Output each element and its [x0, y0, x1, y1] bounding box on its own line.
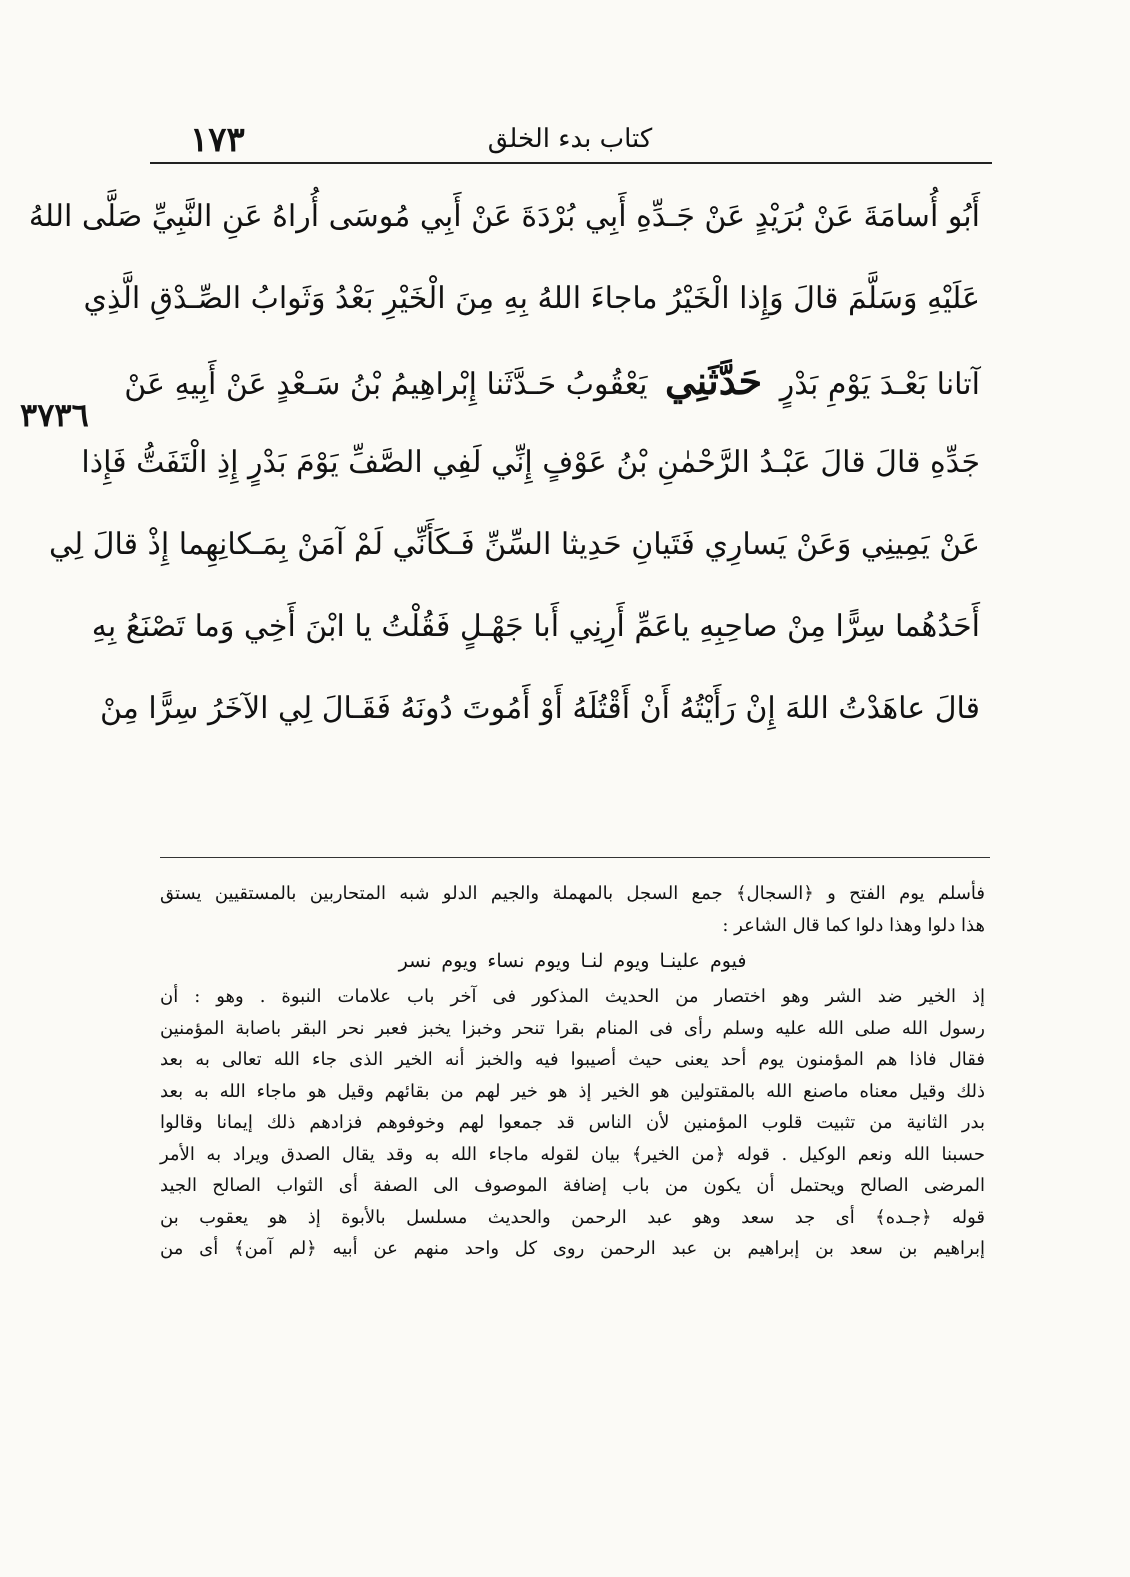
- main-line: أَحَدُهُما سِرًّا مِنْ صاحِبِهِ ياعَمِّ أَرِنِي أَبا جَهْـلٍ فَقُلْتُ يا ابْنَ أَخِي وَما تَصْنَعُ بِهِ: [91, 609, 980, 644]
- hadith-number: ٣٧٣٦: [20, 396, 89, 434]
- commentary-line: قوله ﴿جـده﴾ أى جد سعد وهو عبد الرحمن والحديث مسلسل بالأبوة إذ هو يعقوب بن: [160, 1206, 985, 1228]
- commentary-line: المرضى الصالح ويحتمل أن يكون من باب إضافة الموصوف الى الصفة أى الثواب الصالح الجيد: [160, 1175, 985, 1196]
- commentary-line: فقال فاذا هم المؤمنون يوم أحد يعنى حيث أصيبوا فيه والخبز أنه الخير الذى جاء الله تعالى به بعد: [160, 1049, 985, 1070]
- commentary: [160, 878, 985, 1265]
- page-header: [150, 120, 990, 164]
- commentary-line: إذ الخير ضد الشر وهو اختصار من الحديث المذكور فى آخر باب علامات النبوة . وهو : أن: [160, 986, 985, 1007]
- main-line: [124, 340, 980, 422]
- commentary-line: حسبنا الله ونعم الوكيل . قوله ﴿من الخير﴾ بيان لقوله ماجاء الله به وقد يقال الصدق ويراد به الأمر: [160, 1143, 985, 1165]
- main-line: عَلَيْهِ وَسَلَّمَ قالَ وَإِذا الْخَيْرُ ماجاءَ اللهُ بِهِ مِنَ الْخَيْرِ بَعْدُ وَثَوابُ الصِّـدْقِ الَّذِي: [83, 281, 980, 316]
- main-line: أَبُو أُسامَةَ عَنْ بُرَيْدٍ عَنْ جَـدِّهِ أَبِي بُرْدَةَ عَنْ أَبِي مُوسَى أُراهُ عَنِ النَّبِيِّ صَلَّى اللهُ: [28, 199, 980, 234]
- main-line-part: يَعْقُوبُ حَـدَّثَنا إِبْراهِيمُ بْنُ سَـعْدٍ عَنْ أَبِيهِ عَنْ: [124, 367, 648, 402]
- page-number: ١٧٣: [190, 120, 245, 160]
- footnote-rule: [160, 857, 990, 858]
- main-line: قالَ عاهَدْتُ اللهَ إِنْ رَأَيْتُهُ أَنْ أَقْتُلَهُ أَوْ أَمُوتَ دُونَهُ فَقَـالَ لِي الآخَرُ سِرًّا مِنْ: [99, 691, 980, 726]
- main-line-part: آتانا بَعْـدَ يَوْمِ بَدْرٍ: [779, 367, 980, 402]
- header-rule: [150, 162, 992, 164]
- chapter-title: كتاب بدء الخلق: [487, 124, 653, 154]
- commentary-line: ذلك وقيل معناه ماصنع الله بالمقتولين هو الخير إذ هو خير لهم من بقائهم وقيل هو ماجاء الله به بعد: [160, 1080, 985, 1102]
- main-line: جَدِّهِ قالَ قالَ عَبْـدُ الرَّحْمٰنِ بْنُ عَوْفٍ إِنِّي لَفِي الصَّفِّ يَوْمَ بَدْرٍ إِذِ الْتَفَتُّ فَإِذا: [81, 445, 980, 480]
- commentary-line: إبراهيم بن سعد بن إبراهيم بن عبد الرحمن روى كل واحد منهم عن أبيه ﴿لم آمن﴾ أى من: [160, 1238, 985, 1259]
- main-line: عَنْ يَمِينِي وَعَنْ يَسارِي فَتَيانِ حَدِيثا السِّنِّ فَـكَأَنِّي لَمْ آمَنْ بِمَـكانِهِما إِذْ قالَ لِي: [49, 527, 980, 562]
- commentary-line: رسول الله صلى الله عليه وسلم رأى فى المنام بقرا تنحر وخبزا يخبز فعبر نحر البقر باصابة المؤمنين: [160, 1017, 985, 1039]
- poetry-verse: فيوم علينـا ويوم لنـا ويوم نساء ويوم نسر: [398, 950, 747, 972]
- commentary-line: هذا دلوا وهذا دلوا كما قال الشاعر :: [722, 914, 985, 936]
- commentary-line: بدر الثانية من تثبيت قلوب المؤمنين لأن الناس قد جمعوا لهم وخوفوهم فزادهم ذلك إيمانا وقالوا: [160, 1112, 985, 1133]
- commentary-line: فأسلم يوم الفتح و ﴿السجال﴾ جمع السجل بالمهملة والجيم الدلو شبه المتحاربين بالمستقيين يستق: [160, 883, 985, 904]
- haddathani-keyword: حَدَّثَنِي: [665, 358, 763, 403]
